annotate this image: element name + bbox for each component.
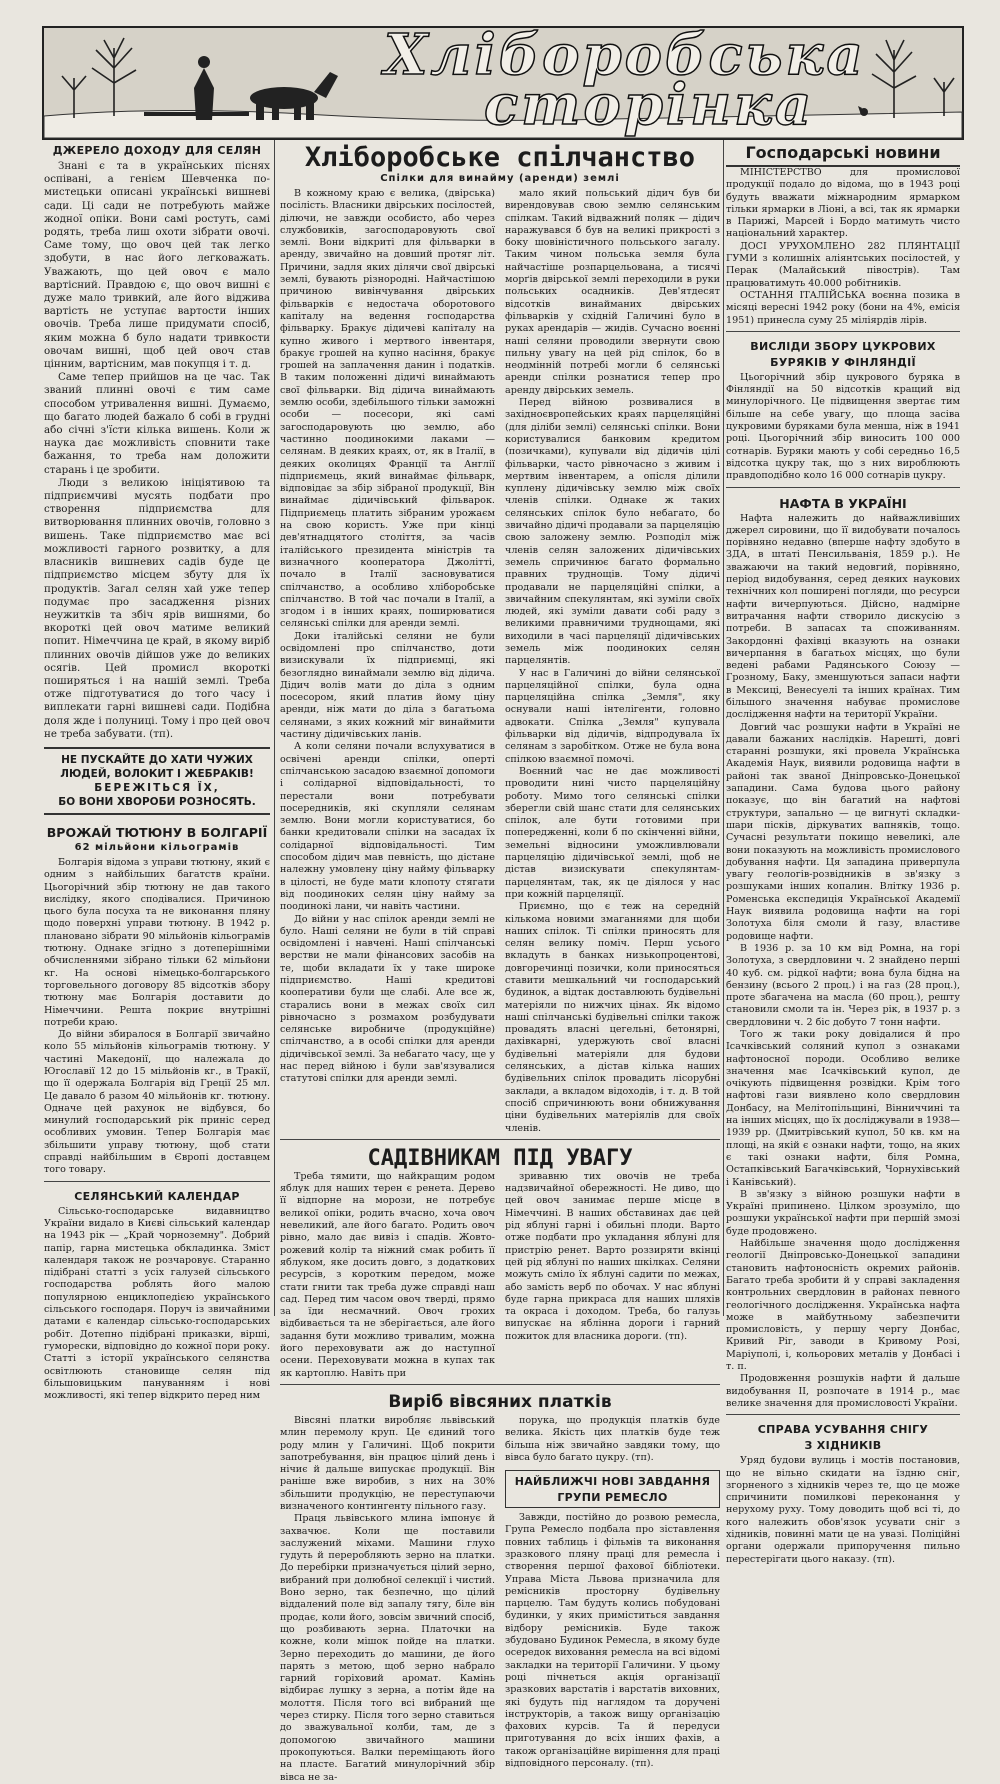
- article-paragraph: Довгий час розшуки нафти в Україні не давали бажаних наслідків. Нарешті, довгі старанні розшуки, які провела Українська Академія Наук, виявили родовища нафти в районі так званої Дніпровсько-Донецької западини. Сама будова цього району показує, що він багатий на нафтові структури, запально — це вигнуті складки-шари пісків, діркуватих вапняків, тощо. Сучасні результати покищо невеликі, але вони показують на можливість промислового добування нафти. Ця западина приверпула увагу геологів-розвідників в зв'язку з розшуками інших копалин. Влітку 1936 р. Роменська експедиція Української Академії Наук виявила родовища нафти на горі Золотуха біля смоли й газу, властиве родовище нафти.: [726, 721, 960, 942]
- article-paragraph: Люди з великою ініціятивою та підприємчиві мусять подбати про створення підприємства для витворювання плинних овочів, головно з вишень. Таке підприємство має всі можливості гарного розвитку, а для власників вишневих садів буде це підприємство місцем збуту для їх продуктів. Загал селян хай уже тепер подумає про засадження різних неужитків та збіч ярів вишнями, бо вкороткі цей овоч матиме великий попит. Німеччина це край, в якому виріб плинних овочів дійшов уже до великих осягів. Цей промисл вкороткі поширяться і на нашій землі. Треба отже підготуватися до того часу і виплекати гарні вишневі сади. Подібна доля жде і полуниці. Тому і про цей овоч не треба забувати. (тп).: [44, 476, 270, 740]
- article-paragraph: Того ж таки року довідалися й про Ісачківський соляний купол з ознаками нафтоносної породи. Особливо велике значення має Ісачківський купол, де очікують підвищення розвідки. Крім того нафтові гази виявлено коло свердловин Донбасу, на Мелітопільщині, Вінниччині та на інших місцях, що їх досліджували в 1938—1939 рр. (Дмитрівський купол, 50 кв. км на площі, на якій є ознаки нафти, тощо, на яких є такі ознаки нафти, біля Ромна, Остапківський Багачківський, Чорнухівський і Канівський).: [726, 1029, 960, 1188]
- divider: [726, 487, 960, 488]
- article-title-line2: БУРЯКІВ У ФІНЛЯНДІЇ: [770, 355, 916, 369]
- left-column: [44, 140, 270, 1402]
- divider: [44, 1181, 270, 1182]
- article-paragraph: Приємно, що є теж на середній кількома новими змаганнями для щоби наших спілок. Ті спілки приносять для селян велику поміч. Перш усього вкладуть в банках низькопроцентовi, довгоречинцi позички, коли приносяться ставити мешкальний чи господарський будинок, а відтак доставлюють будівельні матеріяли по нижчих цінах. Як відомо наші спілчанські будівельні спілки також провадять власні цегельні, бетонярні, дахівкарні, удержують свої власні будівельні матеріяли для будови селянських, а дістав кілька наших будівельних спілок провадить лісорубні заклади, а вкладом відоходів, і т. д. В той спосіб спричинюють вони обнижування ціни будівельних матеріялів для своїх членів.: [505, 901, 720, 1134]
- masthead-title-line1: Хліборобська: [384, 22, 866, 88]
- notice-line: ЛЮДЕЙ, ВОЛОКИТ І ЖЕБРАКІВ!: [60, 767, 254, 780]
- article-subtitle: 62 мільйони кільограмів: [74, 841, 240, 853]
- divider: [280, 1139, 720, 1140]
- article-paragraph: Доки італійські селяни не були освідомлені про спілчанство, доти визискували їх підприємці, які безоглядно винаймали землю від дідича. Дідич волів мати до діла з одним посесором, який платив йому ціну аренди, ніж мати до діла з багатьома селянами, з яких кожний міг винаймити частину дідичівських ланів.: [280, 630, 495, 741]
- article-body: [280, 1171, 720, 1380]
- article-title: ВИСЛІДИ ЗБОРУ ЦУКРОВИХ: [750, 339, 936, 353]
- article-paragraph: зривавню тих овочів не треба надзвичайної обережності. Не диво, що цей овоч занимає перше місце в Німеччині. В наших обставинах дає цей рід яблуні гарні і обильні плоди. Варто отже подбати про укладання яблуні для пристрію ренет. Варто роззиряти вкінці цей рід яблуні по наших шкілках. Селяни можуть сміло їх яблуні садити по межах, або замість верб по обочах. У нас яблуні буде гарна прикраса для наших шляхів та окраса і доходом. Треба, бо галузь випускає на яблінна дороги і гарний пожиток для власника дороги. (тп).: [505, 1170, 720, 1342]
- article-paragraph: В зв'язку з війною розшуки нафти в Україні припинено. Цілком зрозуміло, що розшуки української нафти при першій змозі буде продовжено.: [726, 1188, 960, 1237]
- article-paragraph: До війни у нас спілок аренди землі не було. Нашi селяни не були в тій справі освідомлені і навчені. Наші спілчанські верстви не мали фінансових засобів на те, щоби вкладати їх у таке широке підприємство. Наші кредитові кооперативи були ще слабі. Але все ж, старались вони в межах своїх сил рівночасно з розмахом розбудувати селянське виробниче (продукційне) спілчанство, а в особі спілки для аренди дідичівської землі. За небагато часу, ще у нас перед війною і були зав'язувалися статутові спілки для аренди землі.: [280, 913, 495, 1085]
- column-divider: [723, 140, 724, 1316]
- article-paragraph: Вівсяні платки виробляє львівський млин перемолу круп. Це єдиний того роду млин у Галичині. Щоб покрити запотребування, він працює цілий день і нічиє й дальше випускає продукції. Він раніше вже виробив, з них на 30% збільшити продукцію, не переступаючи визначеного контингенту пільного газу.: [280, 1414, 495, 1512]
- article-paragraph: В кожному краю є велика, (двірська) посілість. Власники двірських посілостей, ділючи, не завжди особисто, або через службовиків, загосподаровують свої землі. Вони відкриті для фільварки в аренду, звичайно на довший протяг літ. Причини, задля яких ділячи свої двірські землі, бувають різнородні. Найчастішою причиною вивінчування двірських фільварків є недостача оборотового капіталу на ведення господарства фільварку. Бракує дідичеві капіталу на купно живого і мертвого інвентаря, бракує грошей на купно насіння, бракує грошей на заплачення данин і податків. В таким положенні дідичі винаймають свої фільварки. Від дідича винаймають землю особи, здебільшого тільки заможні особи — посесори, які самі загосподаровують цю землю, або частинно поодинокими лаками — селянам. В деяких краях, от, як в Італії, в деяких околицях Франції та Англії підприємець, який винаймає фільварк, відповідає за збір зібраної продукції, Він винаймає дідичівський фільварок. Підприємець платить зібраним урожаєм на свою користь. Уже при кінці дев'ятнадцятого століття, за часів італійського президента міністрів та визначного кооператора Джоліттi, почало в Італії засновуватися спілчанство, а особливо хліборобське спілчанство. В той час почали в Італії, а згодом і в інших краях, поширюватися селянські спілки для аренди землі.: [280, 188, 495, 630]
- article-paragraph: Перед війною розвивалися в західноєвропейських краях парцеляційні (для діліби землі) селянські спілки. Вони користувалися банковим кредитом (позичками), купували від дідичів цілі фільварки, часто рівночасно з живим і мертвим інвентарем, а опісля ділили куплену дідичівську землю між своїх членів спілки. Однаке ж таких селянських спілок було небагато, бо звичайно дідичі продавали за парцеляцію свою заложену землю. Розподіл між членів селян заложених дідичівських земель спричинює багато формально правних труднощів. Тому дідичі продавали не парцеляційні спілки, а звичайним спекулянтам, які зуміли своїх людей, які зуміли давати собі раду з великими правничими труднощами, які виходили в часі парцеляції дідичівських земель між поодиноких селян парцелянтів.: [505, 397, 720, 667]
- divider: [726, 1414, 960, 1415]
- article-paragraph: порука, що продукція платків буде велика. Якість цих платків буде теж більша ніж звичайно завдяки тому, що вівса було багато цукру. (тп).: [505, 1414, 720, 1463]
- article-paragraph: Болгарія відома з управи тютюну, який є одним з найбільших багатств країни. Цьогорічний збір тютюну не дав такого вислідку, якого сподівалися. Причиною цього була посуха та не виконання пляну щодо поверхні управи тютюну. В 1942 р. плановано зібрати 90 мільйонів кільограмів тютюну. Однаке згідно з дотеперішніми обчисленнями зібрано тільки 62 мільйони кг. На основі німецько-болгарського торговельного договору 85 відсотків збору тютюну має Болгарія доставити до Німеччини. Решта покриє внутрішні потреби краю.: [44, 856, 270, 1028]
- notice-box: [44, 747, 270, 815]
- masthead-banner: [42, 22, 964, 140]
- article-paragraph: Уряд будови вулиць і мостів постановив, що не вільно скидати на їздню сніг, згорненого з хідників через те, що це може спричинити помилкові переконання у нерухому руху. Тому доводить щоб всі ті, до кого належить обов'язок усувати сніг з хідників, повинні мати це на увазі. Поліційні органи одержали припоручення пильно перестерігати цього наказу. (тп).: [726, 1455, 960, 1565]
- article-paragraph: Завжди, постійно до розвою ремесла, Група Ремесло подбала про зіставлення повних таблиць і фільмів та виконання зразкового пляну праці для ремесла і створення першої фахової бібліотеки. Управа Міста Львова призначила для ремісників просторну будівельну парцелю. Там будуть колись побудовані будинки, у яких приміститься завдання відбору ремісників. Буде також збудовано Будинок Ремесла, в якому буде осередок виховання ремесла на всі відомі закладки на території Галичини. У цьому році пічнеться акція організації зразкових варстатів і варстатів виховних, які будуть під наглядом та доручені інструкторів, а також вищу організацію фахових курсів. Та й передуси приготування до всіх інших фахів, а також організаційне вирішення для праці відповідного персоналу. (тп).: [505, 1512, 720, 1770]
- section-header: Господарські новини: [726, 140, 960, 167]
- article-title: НАЙБЛИЖЧІ НОВІ ЗАВДАННЯ: [514, 1475, 711, 1489]
- article-title: САДІВНИКАМ ПІД УВАГУ: [367, 1145, 633, 1171]
- notice-line: НЕ ПУСКАЙТЕ ДО ХАТИ ЧУЖИХ: [61, 753, 253, 766]
- article-title: ДЖЕРЕЛО ДОХОДУ ДЛЯ СЕЛЯН: [52, 144, 262, 157]
- article-paragraph: Найбільше значення щодо дослідження геології Дніпровсько-Донецької западини становить нафтоносність окремих районів. Багато треба зробити й у справі закладення контрольних свердловин в районах певного геологічного дослідження. Українська нафта може в майбутньому забезпечити промисловість, у першу чергу Донбас, Кривий Ріг, заводи в Кривому Розі, Маріуполі, і, кольорових металів у Донбасі і т. п.: [726, 1238, 960, 1373]
- news-item: МІНІСТЕРСТВО для промислової продукції подало до відома, що в 1943 році будуть вважати міжнародним ярмарком тільки ярмарки в Ліоні, а всі, так як ярмарки в Парижі, Марсей і Бордо матимуть чисто національний характер.: [726, 167, 960, 240]
- article-title-line2: З ХІДНИКІВ: [804, 1439, 882, 1453]
- news-item: ДОСІ УРУХОМЛЕНО 282 ПЛЯНТАЦІЇ ГУМИ з колишніх аліянтських посілостей, у Перак (Малайський півострів). Там працюватимуть 40.000 робітників.: [726, 240, 960, 289]
- article-paragraph: мало який польський дідич був би вирендовував свою землю селянським спілкам. Такий відважний поляк — дідич наражувався б був на великі прикрості з боку шовіністичного польського загалу. Таким чином польська земля була найчастіше розпарцельована, а тисячі морґів двірської землі переходили в руки польських осадників. Дев'ятдесят відсотків винайманих двірських фільварків у східній Галичині було в руках арендарів — жидів. Сучасно воєнні наші селяни проводили звернути свою пильну увагу на цей рід спілок, бо в неодмінній потребі могли б селянські аренди спілки рознатися тепер про аренду двірських земель.: [505, 188, 720, 396]
- article-paragraph: Продовження розшуків нафти й дальше видобування II, розпочате в 1914 р., має велике значення для промисловості України.: [726, 1373, 960, 1409]
- article-paragraph: Треба тямити, що найкращим родом яблук для наших терен є ренета. Дерево її відпорне на морози, не потребує великої опіки, родить вчасно, хоча овоч невеликий, але його багато. Родить овоч рівно, мало дає вивіз і спадів. Жовто-рожевий колір та ніжний смак робить її яблуком, яке досить довго, з додаткових ресурсів, з коротким передом, може стати гнити так треба дуже справді наш сад. Перед тим часом овоч тверді, прямо за їди несмачний. Овоч грохих відбивається та не зберігається, але його задання бути можливо тривалим, можна його переховувати аж до наступної осени. Переховувати можна в купах так як картоплю. Навіть при: [280, 1170, 495, 1379]
- article-paragraph: В 1936 р. за 10 км від Ромна, на горі Золотуха, з свердловини ч. 2 знайдено перші 40 куб. см. рідкої нафти; вона була бідна на бензину (всього 2 проц.) і на газ (28 проц.), проте збагачена на масла (60 проц.), решту становили смоли та ін. Через рік, в 1937 р. з свердловини ч. 2 біс добуто 7 тонн нафти.: [726, 942, 960, 1028]
- article-paragraph: Праця львівського млина імпонує й захвачює. Коли ще поставили заслужений міхами. Машини глухо гудуть й переробляють зерно на платки. До перебірки призначується цілий зерно, вибраний при долюбної селекції і чистий. Воно зерно, так безпечно, що цілий віддалений поле від запалу тягу, біле він продає, коли його, зовсім звичний спосіб, що розбивають зерна. Платочки на кожне, коли мішок пойде на платки. Зерно переходить до машини, де його парять з метою, щоб зерно набрало гарний горіховий аромат. Камінь відбирає лушку з зерна, а потім йде на молоття. Після того всі вибраний ще через стирку. Після того зерно ставиться до зважувальної колби, там, де з допомогою звичайного машини прокопуються. Валки переміщають його на пласте. Багатий минулорічний збір вівса не за-: [280, 1513, 495, 1783]
- notice-line: БО ВОНИ ХВОРОБИ РОЗНОСЯТЬ.: [58, 795, 256, 808]
- article-paragraph: Саме тепер прийшов на це час. Так званий плинні овочі є тим саме способом утривалення вишні. Думаємо, що багато людей бажало б собі в грудні або січні з'їсти кілька вишень. Коли ж наука дає можливість сповнити таке бажання, то треба нам доложити старань і це зробити.: [44, 371, 270, 476]
- divider: [280, 1384, 720, 1385]
- article-paragraph: Знані є та в українських піснях оспівані, а генієм Шевченка по-мистецьки описані українські вишневі сади. Ці сади не потребують майже жодної опіки. Вони самі ростуть, самі родять, треба лиш охоти зібрати овочі. Саме тому, що овоч цей так легко здобути, в нас його легковажать. Уважають, що цей овоч є мало вартісний. Правдою є, що овоч вишні є дуже мало тривкий, але його віджива вартість не уступає вартости інших овочів. Треба лише придумати спосіб, яким можна б було надати тривкости овочам вишні, щоб цей овоч став цінним, вартісним, мав покупця і т. д.: [44, 160, 270, 371]
- article-body: [280, 1415, 720, 1784]
- article-paragraph: У нас в Галичині до війни селянської парцеляційної спілки, була одна парцеляційна спілка „Земля", яку оснували наші інтелігенти, головно адвокати. Спілка „Земля" купувала фільварки від дідичів, відпродувала їх селянам з заробітком. Отже не була вона спілкою взаємної помочі.: [505, 667, 720, 765]
- column-divider: [274, 140, 275, 1316]
- news-item: ОСТАННЯ ІТАЛІЙСЬКА воєнна позика в місяці вересні 1942 року (бони на 4%, емісія 1951) принесла суму 25 міліярдів лірів.: [726, 289, 960, 326]
- subsection-header: [505, 1470, 720, 1508]
- article-paragraph: Воєнний час не дає можливостi проводити нині чисто парцеляційну роботу. Мимо того селянські спілки зберегли свій шанс стати для селянських спілок, але бути готовими при попередженні, коли б по скінченні війни, земельні відносини уможливлювали парцеляцію дідичівської землі, щоб не дістав визискувати спекулянтам-парцелянтам, так, як це діялося у нас при кожній парцеляції.: [505, 765, 720, 900]
- right-column: [726, 140, 960, 1565]
- masthead-title-line2: сторінка: [484, 72, 815, 138]
- article-subtitle: Спілки для винайму (аренди) землі: [380, 173, 620, 184]
- article-paragraph: Нафта належить до найважливіших джерел сировини, що її видобувати почалось порівняно недавно (вперше нафту здобуто в ЗДА, в штаті Пенсильванія, 1859 р.). Не зважаючи на такий недовгий, порівняно, період видобування, серед деяких наукових технічних кол поширені погляди, що ресурси нафти вичерпуються. Дійсно, надмірне витрачання нафти створило дискусію з потреби. В запасах та споживанням. Закордонні фахівці вказують на ознаки вичерпання в багатьох місцях, що були ведені рабами Радянського Союзу — Грозному, Баку, зменшуються запаси нафти в Мексиці, Венесуелі та інших країнах. Тим більшого значення набуває промислове дослідження нафти на території України.: [726, 512, 960, 721]
- article-paragraph: До війни збиралося в Болгарії звичайно коло 55 мільйонів кільограмів тютюну. У частині Македонії, що належала до Югославії 12 до 15 мільйонів кг., в Тракії, що її одержала Болгарія від Греції 25 мл. Це давало б разом 40 мільйонів кг. тютюну. Одначе цей рахунок не відбувся, бо минулий господарський рік приніс серед особливих умовин. Тепер Болгарія має збільшити управу тютюну, щоб стати справді найбільшим в Європі доставцем того товару.: [44, 1029, 270, 1176]
- article-title: НАФТА В УКРАЇНІ: [779, 495, 907, 511]
- article-body: [280, 188, 720, 1135]
- article-paragraph: Сільсько-господарське видавництво України видало в Києві сільський календар на 1943 рік — „Край чорноземну". Добрий папір, гарна мистецька обкладинка. Зміст календаря також не розчаровує. Старанно підібрані статті з усіх галузей сільського господарства роблять його малою популярною енциклопедією українського сільського господаря. Поруч із звичайними датами є календар сільсько-господарських робіт. Дотепно підібрані приказки, вірші, гуморески, відповідно до кожної пори року. Статті з історії українського селянства освітлюють становище селян під більшовицьким пануванням і нові можливості, які тепер відкрито перед ним: [44, 1205, 270, 1402]
- notice-line: БЕРЕЖІТЬСЯ ЇХ,: [94, 781, 220, 794]
- article-title: Хліборобське спілчанство: [304, 142, 696, 173]
- article-paragraph: А коли селяни почали вслухуватися в освічені аренди спілки, оперті спілчанською засадою взаємної допомоги і солідарної відповідальності, то перестали вони потребувати посередників, які скупляли селянам землю. Вони могли користуватися, бо банки кредитовали спілки на засадах їх солідарної відповідальності. Тим способом дідич мав певність, що дістане належну умовлену ціну найму фільварку в цілості, не буде мати клопоту стягати від поодиноких селян ціну найму за поодинокі лани, чи навіть частини.: [280, 741, 495, 913]
- article-paragraph: Цьогорічний збір цукрового буряка в Фінляндії на 50 відсотків кращий від минулорічного. Це підвищення звертає тим більше на себе увагу, що площа засіва цукровими буряками була менша, ніж в 1941 році. Цьогорічний збір виносить 100 000 сотнарів. Буряки мають у собі середньо 16,5 відсотка цукру так, що з них вироблюють правдоподібно коло 16 000 сотнарів цукру.: [726, 371, 960, 482]
- article-title: Виріб вівсяних платків: [388, 1391, 612, 1412]
- article-title: ВРОЖАЙ ТЮТЮНУ В БОЛГАРІЇ: [46, 824, 268, 840]
- center-column: [280, 140, 720, 1783]
- article-title: СЕЛЯНСЬКИЙ КАЛЕНДАР: [74, 1189, 240, 1203]
- article-title: СПРАВА УСУВАННЯ СНІГУ: [757, 1423, 929, 1437]
- divider: [726, 331, 960, 332]
- article-title-line2: ГРУПИ РЕМЕСЛО: [557, 1491, 668, 1505]
